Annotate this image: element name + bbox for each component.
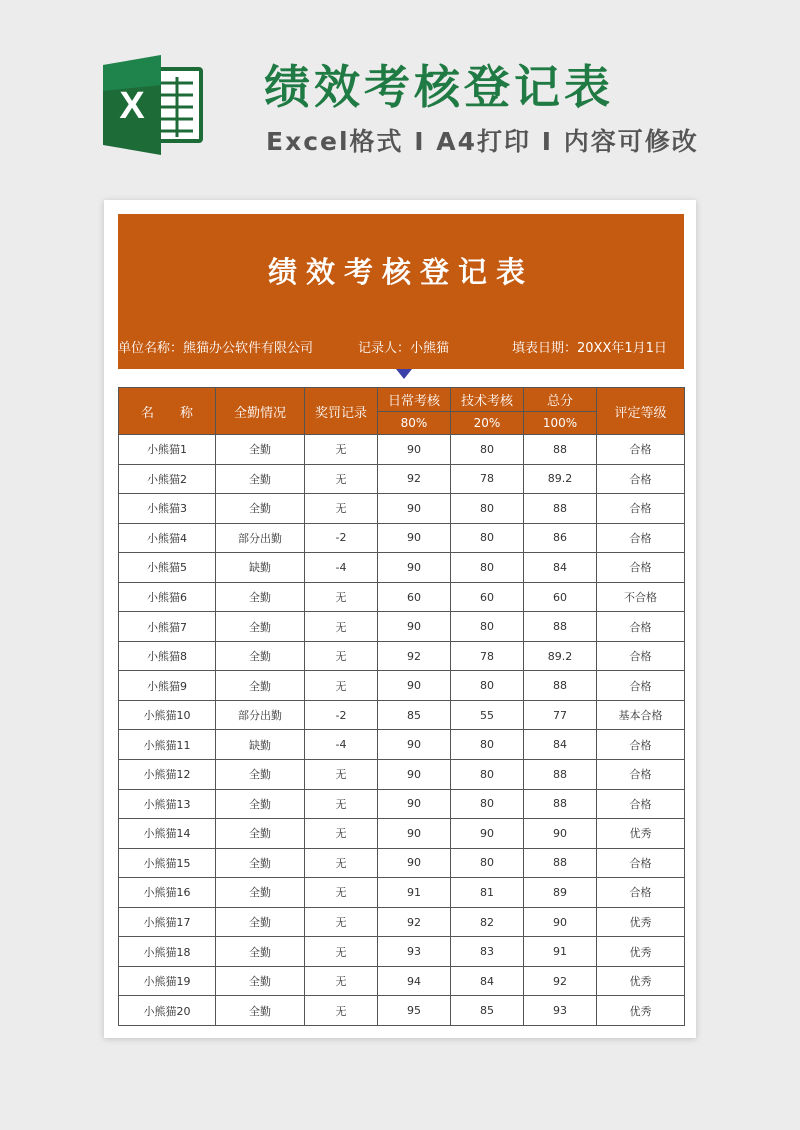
daily-score-cell: 95 bbox=[378, 996, 451, 1026]
grade-cell: 优秀 bbox=[597, 996, 685, 1026]
name-cell: 小熊猫9 bbox=[119, 671, 216, 701]
recorder-label: 记录人：小熊猫 bbox=[358, 341, 450, 356]
name-cell: 小熊猫13 bbox=[119, 789, 216, 819]
technical-score-cell: 60 bbox=[451, 582, 524, 612]
reward-cell: 无 bbox=[305, 671, 378, 701]
attendance-cell: 缺勤 bbox=[216, 730, 305, 760]
technical-score-cell: 80 bbox=[451, 435, 524, 465]
name-cell: 小熊猫11 bbox=[119, 730, 216, 760]
attendance-cell: 部分出勤 bbox=[216, 700, 305, 730]
name-cell: 小熊猫15 bbox=[119, 848, 216, 878]
grade-cell: 合格 bbox=[597, 523, 685, 553]
total-score-cell: 88 bbox=[524, 435, 597, 465]
total-score-cell: 93 bbox=[524, 996, 597, 1026]
name-cell: 小熊猫16 bbox=[119, 878, 216, 908]
daily-score-cell: 92 bbox=[378, 907, 451, 937]
total-score-cell: 90 bbox=[524, 907, 597, 937]
attendance-cell: 全勤 bbox=[216, 494, 305, 524]
daily-score-cell: 90 bbox=[378, 612, 451, 642]
reward-cell: 无 bbox=[305, 819, 378, 849]
technical-score-cell: 80 bbox=[451, 789, 524, 819]
grade-cell: 合格 bbox=[597, 435, 685, 465]
daily-score-cell: 60 bbox=[378, 582, 451, 612]
grade-cell: 不合格 bbox=[597, 582, 685, 612]
name-cell: 小熊猫17 bbox=[119, 907, 216, 937]
reward-cell: 无 bbox=[305, 848, 378, 878]
total-score-cell: 60 bbox=[524, 582, 597, 612]
table-header bbox=[119, 388, 685, 435]
daily-score-cell: 94 bbox=[378, 966, 451, 996]
performance-table bbox=[118, 387, 685, 1026]
daily-score-cell: 90 bbox=[378, 435, 451, 465]
grade-cell: 优秀 bbox=[597, 937, 685, 967]
document-page bbox=[104, 200, 696, 1038]
total-score-cell: 90 bbox=[524, 819, 597, 849]
attendance-cell: 全勤 bbox=[216, 464, 305, 494]
grade-cell: 合格 bbox=[597, 848, 685, 878]
header-technical-weight: 20% bbox=[451, 412, 524, 435]
name-cell: 小熊猫14 bbox=[119, 819, 216, 849]
total-score-cell: 77 bbox=[524, 700, 597, 730]
table-row bbox=[119, 760, 685, 790]
header-attendance: 全勤情况 bbox=[216, 388, 305, 435]
reward-cell: 无 bbox=[305, 582, 378, 612]
reward-cell: -2 bbox=[305, 523, 378, 553]
technical-score-cell: 55 bbox=[451, 700, 524, 730]
reward-cell: -2 bbox=[305, 700, 378, 730]
reward-cell: 无 bbox=[305, 789, 378, 819]
reward-cell: 无 bbox=[305, 937, 378, 967]
grade-cell: 合格 bbox=[597, 878, 685, 908]
technical-score-cell: 80 bbox=[451, 553, 524, 583]
excel-icon-letter: X bbox=[119, 85, 145, 127]
name-cell: 小熊猫19 bbox=[119, 966, 216, 996]
total-score-cell: 84 bbox=[524, 730, 597, 760]
attendance-cell: 全勤 bbox=[216, 819, 305, 849]
daily-score-cell: 90 bbox=[378, 523, 451, 553]
attendance-cell: 全勤 bbox=[216, 907, 305, 937]
document-title: 绩效考核登记表 bbox=[267, 255, 534, 289]
document-header bbox=[118, 214, 684, 369]
attendance-cell: 部分出勤 bbox=[216, 523, 305, 553]
daily-score-cell: 93 bbox=[378, 937, 451, 967]
grade-cell: 合格 bbox=[597, 464, 685, 494]
attendance-cell: 全勤 bbox=[216, 582, 305, 612]
technical-score-cell: 80 bbox=[451, 494, 524, 524]
total-score-cell: 92 bbox=[524, 966, 597, 996]
table-row bbox=[119, 523, 685, 553]
header-name: 名 称 bbox=[119, 388, 216, 435]
table-row bbox=[119, 582, 685, 612]
table-row bbox=[119, 612, 685, 642]
header-total-weight: 100% bbox=[524, 412, 597, 435]
technical-score-cell: 78 bbox=[451, 641, 524, 671]
table-row bbox=[119, 878, 685, 908]
name-cell: 小熊猫20 bbox=[119, 996, 216, 1026]
name-cell: 小熊猫2 bbox=[119, 464, 216, 494]
attendance-cell: 全勤 bbox=[216, 966, 305, 996]
name-cell: 小熊猫8 bbox=[119, 641, 216, 671]
total-score-cell: 84 bbox=[524, 553, 597, 583]
grade-cell: 合格 bbox=[597, 671, 685, 701]
daily-score-cell: 90 bbox=[378, 819, 451, 849]
grade-cell: 合格 bbox=[597, 789, 685, 819]
reward-cell: 无 bbox=[305, 464, 378, 494]
table-row bbox=[119, 848, 685, 878]
technical-score-cell: 80 bbox=[451, 671, 524, 701]
total-score-cell: 88 bbox=[524, 760, 597, 790]
reward-cell: 无 bbox=[305, 878, 378, 908]
technical-score-cell: 80 bbox=[451, 848, 524, 878]
total-score-cell: 89.2 bbox=[524, 464, 597, 494]
table-body bbox=[119, 435, 685, 1026]
table-row bbox=[119, 700, 685, 730]
attendance-cell: 全勤 bbox=[216, 878, 305, 908]
promo-banner bbox=[0, 0, 800, 200]
header-reward: 奖罚记录 bbox=[305, 388, 378, 435]
table-row bbox=[119, 819, 685, 849]
reward-cell: 无 bbox=[305, 966, 378, 996]
name-cell: 小熊猫3 bbox=[119, 494, 216, 524]
total-score-cell: 91 bbox=[524, 937, 597, 967]
technical-score-cell: 80 bbox=[451, 760, 524, 790]
daily-score-cell: 90 bbox=[378, 760, 451, 790]
daily-score-cell: 91 bbox=[378, 878, 451, 908]
table-row bbox=[119, 435, 685, 465]
name-cell: 小熊猫18 bbox=[119, 937, 216, 967]
header-total: 总分 bbox=[524, 388, 597, 412]
daily-score-cell: 90 bbox=[378, 730, 451, 760]
total-score-cell: 88 bbox=[524, 494, 597, 524]
table-row bbox=[119, 996, 685, 1026]
total-score-cell: 86 bbox=[524, 523, 597, 553]
header-technical: 技术考核 bbox=[451, 388, 524, 412]
table-row bbox=[119, 494, 685, 524]
promo-title: 绩效考核登记表 bbox=[264, 60, 614, 114]
reward-cell: 无 bbox=[305, 641, 378, 671]
reward-cell: 无 bbox=[305, 996, 378, 1026]
promo-subtitle: Excel格式 I A4打印 I 内容可修改 bbox=[266, 127, 699, 156]
technical-score-cell: 80 bbox=[451, 523, 524, 553]
excel-icon bbox=[103, 55, 203, 155]
technical-score-cell: 81 bbox=[451, 878, 524, 908]
technical-score-cell: 83 bbox=[451, 937, 524, 967]
table-row bbox=[119, 730, 685, 760]
daily-score-cell: 92 bbox=[378, 464, 451, 494]
total-score-cell: 88 bbox=[524, 612, 597, 642]
attendance-cell: 全勤 bbox=[216, 937, 305, 967]
name-cell: 小熊猫7 bbox=[119, 612, 216, 642]
header-grade: 评定等级 bbox=[597, 388, 685, 435]
daily-score-cell: 90 bbox=[378, 671, 451, 701]
attendance-cell: 全勤 bbox=[216, 671, 305, 701]
technical-score-cell: 78 bbox=[451, 464, 524, 494]
total-score-cell: 88 bbox=[524, 671, 597, 701]
daily-score-cell: 90 bbox=[378, 494, 451, 524]
name-cell: 小熊猫1 bbox=[119, 435, 216, 465]
grade-cell: 优秀 bbox=[597, 966, 685, 996]
technical-score-cell: 90 bbox=[451, 819, 524, 849]
technical-score-cell: 80 bbox=[451, 612, 524, 642]
total-score-cell: 88 bbox=[524, 848, 597, 878]
attendance-cell: 缺勤 bbox=[216, 553, 305, 583]
attendance-cell: 全勤 bbox=[216, 848, 305, 878]
fill-date-label: 填表日期：20XX年1月1日 bbox=[512, 341, 667, 356]
grade-cell: 优秀 bbox=[597, 907, 685, 937]
technical-score-cell: 82 bbox=[451, 907, 524, 937]
grade-cell: 合格 bbox=[597, 494, 685, 524]
grade-cell: 合格 bbox=[597, 612, 685, 642]
table-row bbox=[119, 789, 685, 819]
cell-pointer-icon bbox=[396, 369, 412, 379]
grade-cell: 合格 bbox=[597, 730, 685, 760]
attendance-cell: 全勤 bbox=[216, 996, 305, 1026]
table-row bbox=[119, 937, 685, 967]
attendance-cell: 全勤 bbox=[216, 641, 305, 671]
daily-score-cell: 90 bbox=[378, 848, 451, 878]
header-daily: 日常考核 bbox=[378, 388, 451, 412]
reward-cell: 无 bbox=[305, 612, 378, 642]
name-cell: 小熊猫12 bbox=[119, 760, 216, 790]
technical-score-cell: 84 bbox=[451, 966, 524, 996]
grade-cell: 基本合格 bbox=[597, 700, 685, 730]
total-score-cell: 89.2 bbox=[524, 641, 597, 671]
attendance-cell: 全勤 bbox=[216, 612, 305, 642]
reward-cell: 无 bbox=[305, 760, 378, 790]
name-cell: 小熊猫10 bbox=[119, 700, 216, 730]
total-score-cell: 88 bbox=[524, 789, 597, 819]
unit-name-label: 单位名称：熊猫办公软件有限公司 bbox=[118, 341, 314, 356]
header-daily-weight: 80% bbox=[378, 412, 451, 435]
technical-score-cell: 80 bbox=[451, 730, 524, 760]
grade-cell: 优秀 bbox=[597, 819, 685, 849]
attendance-cell: 全勤 bbox=[216, 435, 305, 465]
daily-score-cell: 92 bbox=[378, 641, 451, 671]
table-row bbox=[119, 641, 685, 671]
technical-score-cell: 85 bbox=[451, 996, 524, 1026]
grade-cell: 合格 bbox=[597, 553, 685, 583]
name-cell: 小熊猫6 bbox=[119, 582, 216, 612]
table-row bbox=[119, 966, 685, 996]
grade-cell: 合格 bbox=[597, 641, 685, 671]
daily-score-cell: 85 bbox=[378, 700, 451, 730]
table-row bbox=[119, 553, 685, 583]
reward-cell: -4 bbox=[305, 730, 378, 760]
table-row bbox=[119, 464, 685, 494]
daily-score-cell: 90 bbox=[378, 789, 451, 819]
reward-cell: -4 bbox=[305, 553, 378, 583]
reward-cell: 无 bbox=[305, 907, 378, 937]
name-cell: 小熊猫4 bbox=[119, 523, 216, 553]
table-row bbox=[119, 907, 685, 937]
attendance-cell: 全勤 bbox=[216, 789, 305, 819]
name-cell: 小熊猫5 bbox=[119, 553, 216, 583]
total-score-cell: 89 bbox=[524, 878, 597, 908]
grade-cell: 合格 bbox=[597, 760, 685, 790]
attendance-cell: 全勤 bbox=[216, 760, 305, 790]
reward-cell: 无 bbox=[305, 435, 378, 465]
table-row bbox=[119, 671, 685, 701]
daily-score-cell: 90 bbox=[378, 553, 451, 583]
reward-cell: 无 bbox=[305, 494, 378, 524]
